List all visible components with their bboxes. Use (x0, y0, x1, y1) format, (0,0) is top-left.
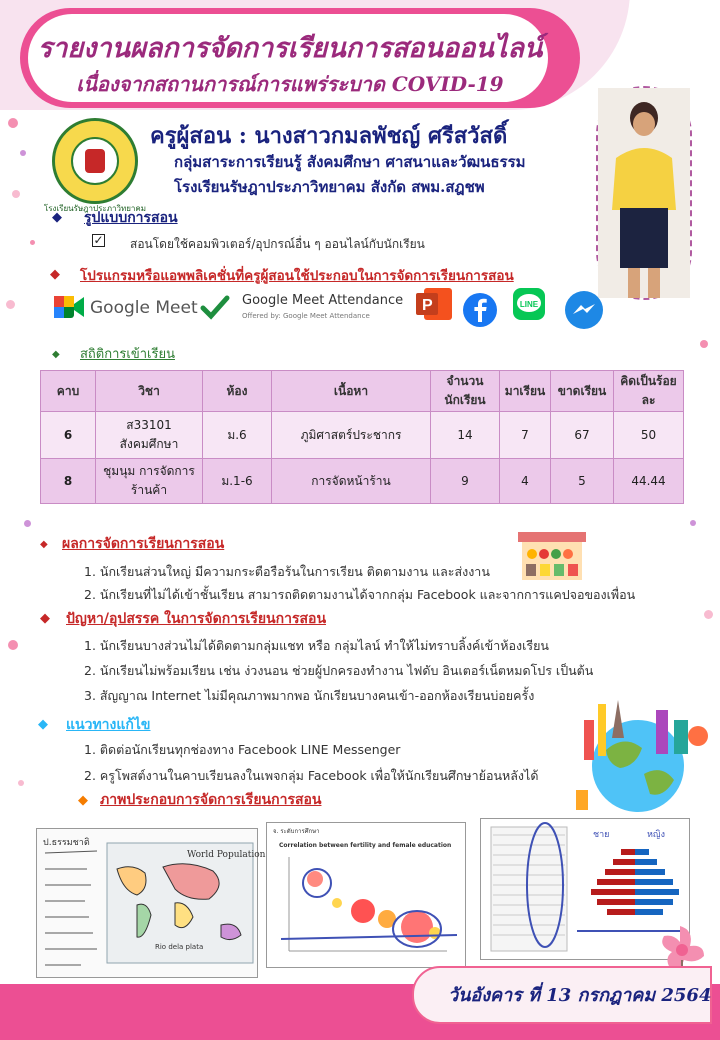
google-meet-attendance-label: Google Meet Attendance (242, 293, 404, 308)
teaching-format-item: สอนโดยใช้คอมพิวเตอร์/อุปกรณ์อื่น ๆ ออนไลน์กับนักเรียน (130, 237, 425, 251)
line-icon-label: LINE (519, 300, 539, 309)
teacher-figure-icon (598, 88, 690, 298)
solutions-title: แนวทางแก้ไข (66, 717, 151, 733)
cell-students: 14 (431, 412, 500, 459)
teaching-format-checkbox: ✓ (93, 233, 104, 247)
world-travel-illustration (566, 690, 716, 820)
photo-world-population (36, 828, 266, 978)
logo-emblem (71, 137, 119, 185)
attendance-table (40, 370, 684, 504)
decor-dot (690, 520, 696, 526)
google-meet-label: Google Meet (90, 298, 198, 318)
header-present: มาเรียน (500, 371, 551, 412)
cell-content: การจัดหน้าร้าน (272, 459, 431, 504)
cell-period: 8 (41, 459, 96, 504)
teacher-school: โรงเรียนรัษฎาประภาวิทยาคม สังกัด สพม.สฎชพ (174, 178, 485, 196)
table-row (41, 412, 684, 459)
cell-absent: 67 (551, 412, 614, 459)
cell-subject: ส33101 สังคมศึกษา (96, 412, 203, 459)
report-subtitle: เนื่องจากสถานการณ์การแพร่ระบาด COVID-19 (76, 72, 504, 96)
bullet-diamond-icon: ◆ (52, 349, 60, 360)
cell-students: 9 (431, 459, 500, 504)
cell-room: ม.1-6 (203, 459, 272, 504)
teaching-format-title: รูปแบบการสอน (84, 210, 178, 226)
attendance-title: สถิติการเข้าเรียน (80, 347, 175, 362)
problems-item: 2. นักเรียนไม่พร้อมเรียน เช่น ง่วงนอน ช่วยผู้ปกครองทำงาน ไฟดับ อินเตอร์เน็ตหมดโปร เป็นต้น (84, 663, 594, 678)
report-title: รายงานผลการจัดการเรียนการสอนออนไลน์ (37, 33, 543, 64)
header-room: ห้อง (203, 371, 272, 412)
pic3-right-label: หญิง (647, 830, 665, 840)
teacher-department: กลุ่มสาระการเรียนรู้ สังคมศึกษา ศาสนาและวัฒนธรรม (174, 153, 526, 171)
bullet-diamond-icon: ◆ (50, 267, 60, 282)
photos-title: ภาพประกอบการจัดการเรียนการสอน (100, 792, 322, 808)
problems-item: 3. สัญญาณ Internet ไม่มีคุณภาพมากพอ นักเรียนบางคนเข้า-ออกห้องเรียนบ่อยครั้ง (84, 688, 535, 703)
cell-room: ม.6 (203, 412, 272, 459)
pic3-left-label: ชาย (593, 830, 610, 840)
svg-text:P: P (422, 297, 433, 314)
line-icon (512, 287, 546, 321)
header-subject: วิชา (96, 371, 203, 412)
school-logo (52, 118, 138, 204)
logo-caption: โรงเรียนรัษฎาประภาวิทยาคม (43, 204, 147, 213)
decor-dot (8, 640, 18, 650)
results-item: 2. นักเรียนที่ไม่ได้เข้าชั้นเรียน สามารถติดตามงานได้จากกลุ่ม Facebook และจากการแคปจอของเพื่อน (84, 587, 636, 602)
pic2-heading: Correlation between fertility and female education (279, 842, 452, 849)
decor-dot (6, 300, 15, 309)
cell-absent: 5 (551, 459, 614, 504)
decor-dot (30, 240, 35, 245)
teacher-name: ครูผู้สอน : นางสาวกมลพัชญ์ ศรีสวัสดิ์ (150, 123, 508, 149)
bullet-diamond-icon: ◆ (40, 539, 48, 550)
logo-core (85, 149, 105, 173)
pic1-note2: Rio dela plata (155, 943, 204, 951)
decor-dot (12, 190, 20, 198)
results-item: 1. นักเรียนส่วนใหญ่ มีความกระตือรือร้นในการเรียน ติดตามงาน และส่งงาน (84, 564, 490, 579)
bullet-diamond-icon: ◆ (52, 210, 62, 225)
decor-dot (704, 610, 713, 619)
checkmark-icon (200, 293, 230, 321)
table-row (41, 459, 684, 504)
programs-title: โปรแกรมหรือแอพพลิเคชั่นที่ครูผู้สอนใช้ประกอบในการจัดการเรียนการสอน (80, 268, 514, 284)
cell-period: 6 (41, 412, 96, 459)
cell-present: 7 (500, 412, 551, 459)
messenger-icon (564, 290, 604, 330)
header-percent: คิดเป็นร้อยละ (614, 371, 684, 412)
decor-dot (24, 520, 31, 527)
problems-item: 1. นักเรียนบางส่วนไม่ได้ติดตามกลุ่มแชท หรือ กลุ่มไลน์ ทำให้ไม่ทราบลิ้งค์เข้าห้องเรียน (84, 638, 549, 653)
cell-percent: 50 (614, 412, 684, 459)
decor-dot (20, 150, 26, 156)
report-date: วันอังคาร ที่ 13 กรกฎาคม 2564 (448, 985, 712, 1006)
bullet-diamond-icon: ◆ (38, 717, 48, 732)
bullet-diamond-icon: ◆ (78, 793, 88, 808)
powerpoint-icon (414, 284, 454, 324)
teacher-photo (596, 86, 692, 300)
google-meet-attendance-offered-by: Offered by: Google Meet Attendance (242, 312, 370, 320)
photo-fertility-education (266, 822, 466, 968)
facebook-icon (462, 292, 498, 328)
header-absent: ขาดเรียน (551, 371, 614, 412)
solutions-item: 1. ติดต่อนักเรียนทุกช่องทาง Facebook LINE Messenger (84, 742, 401, 757)
decor-dot (8, 118, 18, 128)
results-title: ผลการจัดการเรียนการสอน (62, 536, 225, 552)
pic1-heading: World Population (187, 850, 266, 860)
bullet-diamond-icon: ◆ (40, 611, 50, 626)
cell-percent: 44.44 (614, 459, 684, 504)
decor-dot (700, 340, 708, 348)
cell-subject: ชุมนุม การจัดการร้านค้า (96, 459, 203, 504)
cell-present: 4 (500, 459, 551, 504)
google-meet-icon (54, 292, 84, 322)
header-period: คาบ (41, 371, 96, 412)
pic1-note: ป.ธรรมชาติ (43, 838, 90, 848)
header-students: จำนวนนักเรียน (431, 371, 500, 412)
cell-content: ภูมิศาสตร์ประชากร (272, 412, 431, 459)
header-content: เนื้อหา (272, 371, 431, 412)
pic2-label: จ. ระดับการศึกษา (273, 828, 320, 835)
shop-shelf-icon (516, 528, 588, 584)
table-header-row (41, 371, 684, 412)
solutions-item: 2. ครูโพสต์งานในคาบเรียนลงในเพจกลุ่ม Facebook เพื่อให้นักเรียนศึกษาย้อนหลังได้ (84, 768, 539, 783)
problems-title: ปัญหา/อุปสรรค ในการจัดการเรียนการสอน (66, 611, 327, 627)
decor-dot (18, 780, 24, 786)
